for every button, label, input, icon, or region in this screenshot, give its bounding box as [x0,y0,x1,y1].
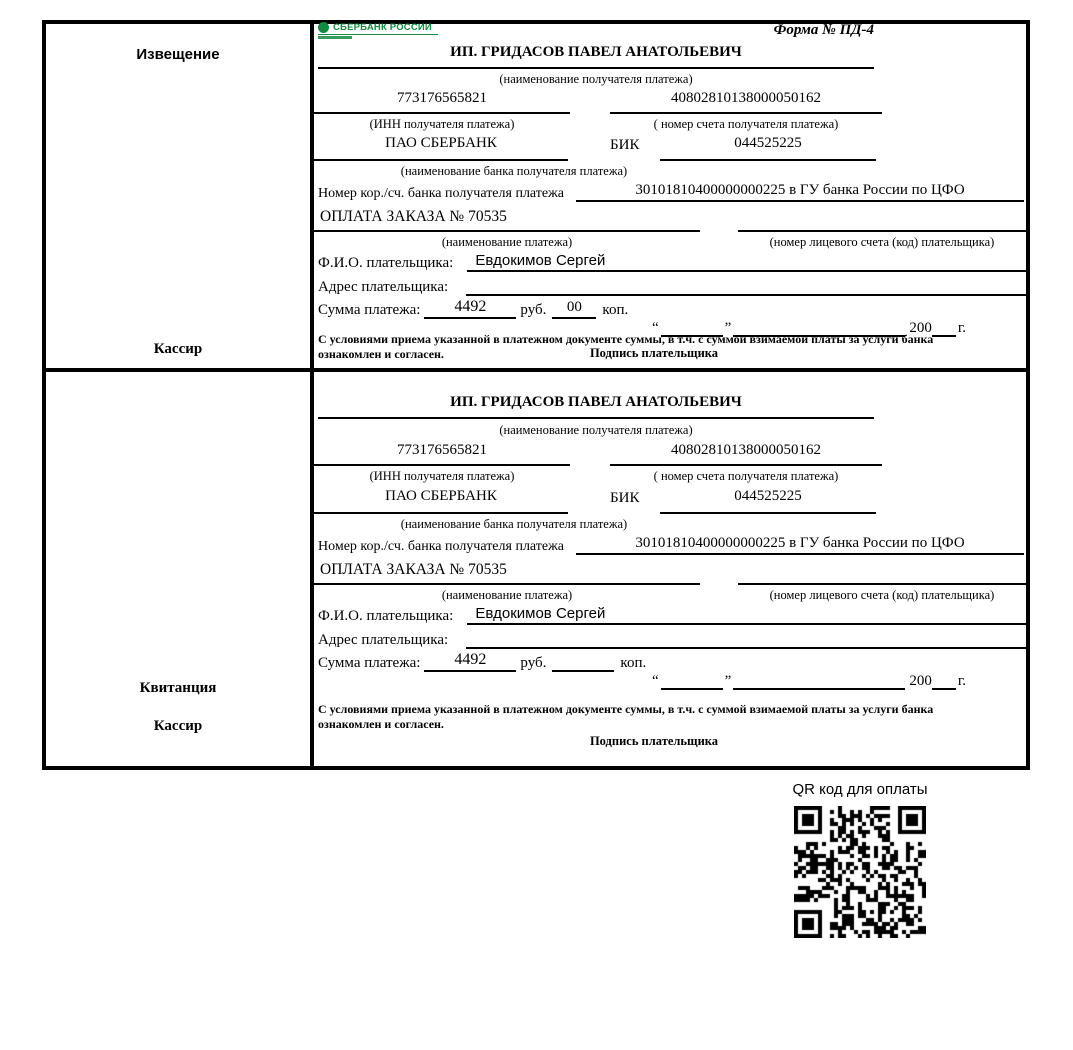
notice-title: Извещение [136,46,220,63]
kop-label: коп. [602,302,629,318]
payment-sum-row [318,651,646,672]
year-line [932,687,956,690]
qr-label: QR код для оплаты [792,781,928,798]
payer-address-label: Адрес плательщика: [318,632,449,648]
bank-name: ПАО СБЕРБАНК [314,135,568,161]
qr-block [760,781,960,938]
quote-close: ” [724,673,732,689]
payer-address-row [318,276,1026,296]
inn-label: (ИНН получателя платежа) [369,469,515,483]
payment-sum-label: Сумма платежа: [318,302,421,318]
receipt-body [314,372,1026,766]
payer-address-label: Адрес плательщика: [318,279,449,295]
quote-close: ” [724,320,732,336]
inn-value: 773176565821 [314,442,570,466]
corr-account-row [318,182,1024,202]
agreement-text: С условиями приема указанной в платежном документе суммы, в т.ч. с суммой взимаемой платы за услуги банка ознакомлен и согласен. [318,332,934,361]
payer-address-line [466,276,1026,296]
personal-account-line [738,561,1026,585]
payer-name-value: Евдокимов Сергей [467,605,1026,625]
notice-body [314,24,1026,368]
corr-account-value: 30101810400000000225 в ГУ банка России по ЦФО [576,535,1024,555]
payer-name-label: Ф.И.О. плательщика: [318,608,454,624]
bank-name: ПАО СБЕРБАНК [314,488,568,514]
inn-label: (ИНН получателя платежа) [369,117,515,131]
qr-code [794,806,926,938]
date-month-line [733,687,905,690]
kopeck-value [552,669,614,672]
year-suffix: г. [957,320,967,336]
receipt-title: Квитанция [139,680,217,696]
receipt-section [42,368,1030,770]
payment-sum-value: 4492 [424,298,516,319]
account-label: ( номер счета получателя платежа) [653,117,839,131]
kop-label: коп. [620,655,647,671]
payee-name: ИП. ГРИДАСОВ ПАВЕЛ АНАТОЛЬЕВИЧ [318,394,874,419]
agreement-text: С условиями приема указанной в платежном документе суммы, в т.ч. с суммой взимаемой платы за услуги банка ознакомлен и согласен. [318,702,934,731]
payer-name-label: Ф.И.О. плательщика: [318,255,454,271]
year-suffix: г. [957,673,967,689]
notice-left-cell [46,24,314,368]
bank-name-label: (наименование банка получателя платежа) [400,164,628,178]
bik-label: БИК [610,490,640,506]
payment-name-value: ОПЛАТА ЗАКАЗА № 70535 [314,208,700,232]
payment-sum-row [318,298,628,319]
cashier-label: Кассир [153,341,203,357]
signature-label: Подпись плательщика [589,346,719,360]
date-row [650,673,966,690]
quote-open: “ [652,320,659,336]
bik-label: БИК [610,137,640,153]
payment-name-label: (наименование платежа) [441,588,573,602]
rub-label: руб. [520,655,547,671]
sberbank-logo [318,22,438,39]
date-day-line [661,687,723,690]
inn-value: 773176565821 [314,90,570,114]
rub-label: руб. [520,302,547,318]
kopeck-value: 00 [552,299,596,319]
cashier-label: Кассир [153,718,203,734]
signature-label: Подпись плательщика [589,734,719,748]
payment-name-label: (наименование платежа) [441,235,573,249]
payer-name-value: Евдокимов Сергей [467,252,1026,272]
corr-account-label: Номер кор./сч. банка получателя платежа [318,539,564,554]
payment-sum-value: 4492 [424,651,516,672]
account-value: 40802810138000050162 [610,90,882,114]
personal-account-line [738,208,1026,232]
payee-name-label: (наименование получателя платежа) [499,423,693,437]
payment-sum-label: Сумма платежа: [318,655,421,671]
sberbank-logo-text: СБЕРБАНК РОССИИ [333,22,432,33]
notice-section [42,20,1030,372]
form-number: Форма № ПД-4 [773,22,874,38]
personal-account-label: (номер лицевого счета (код) плательщика) [769,235,995,249]
payee-name: ИП. ГРИДАСОВ ПАВЕЛ АНАТОЛЬЕВИЧ [318,44,874,69]
corr-account-row [318,535,1024,555]
payer-name-row [318,605,1026,625]
year-prefix: 200 [909,673,932,689]
payee-name-label: (наименование получателя платежа) [499,72,693,86]
year-prefix: 200 [909,320,932,336]
personal-account-label: (номер лицевого счета (код) плательщика) [769,588,995,602]
account-value: 40802810138000050162 [610,442,882,466]
corr-account-label: Номер кор./сч. банка получателя платежа [318,186,564,201]
corr-account-value: 30101810400000000225 в ГУ банка России по ЦФО [576,182,1024,202]
payer-address-row [318,629,1026,649]
bank-name-label: (наименование банка получателя платежа) [400,517,628,531]
bik-value: 044525225 [660,135,876,161]
sberbank-logo-icon [318,22,329,33]
sberbank-logo-tagline [318,36,352,39]
payer-name-row [318,252,1026,272]
payment-name-value: ОПЛАТА ЗАКАЗА № 70535 [314,561,700,585]
quote-open: “ [652,673,659,689]
receipt-left-cell [46,372,314,766]
account-label: ( номер счета получателя платежа) [653,469,839,483]
payer-address-line [466,629,1026,649]
bik-value: 044525225 [660,488,876,514]
